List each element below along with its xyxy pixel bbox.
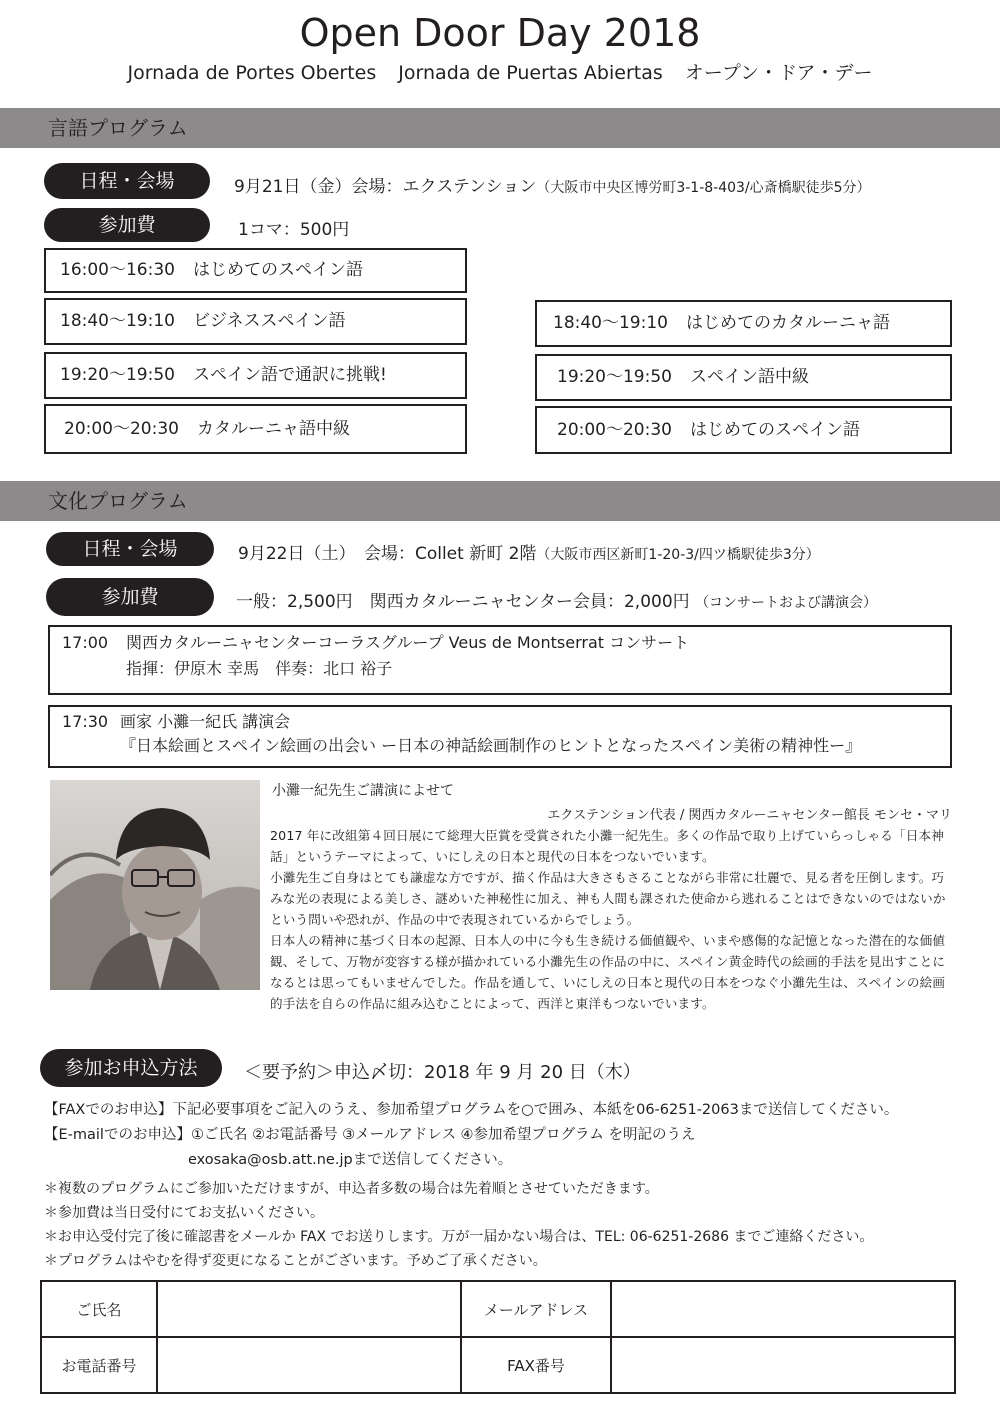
email-label: メールアドレス xyxy=(461,1281,611,1337)
class-time: 18:40～19:10 xyxy=(60,311,175,331)
note-item: ＊複数のプログラムにご参加いただけますが、申込者多数の場合は先着順とさせていただきます。 xyxy=(44,1181,659,1197)
subtitle-catalan: Jornada de Portes Obertes xyxy=(127,62,377,84)
culture-fee-label: 参加費 xyxy=(46,578,214,616)
form-row xyxy=(41,1337,955,1393)
class-title: はじめてのスペイン語 xyxy=(689,420,860,440)
lang-class-box xyxy=(44,248,467,293)
name-label: ご氏名 xyxy=(41,1281,157,1337)
name-field[interactable] xyxy=(157,1281,461,1337)
form-row xyxy=(41,1281,955,1337)
culture-fee-note: （コンサートおよび講演会） xyxy=(695,595,878,611)
culture-schedule-note: （大阪市西区新町1-20-3/四ツ橋駅徒歩3分） xyxy=(536,547,820,563)
essay-author: エクステンション代表 / 関西カタルーニャセンター館長 モンセ・マリ xyxy=(547,808,952,823)
lang-class-box xyxy=(44,298,467,345)
email-address[interactable]: exosaka@osb.att.ne.jpまで送信してください。 xyxy=(188,1152,513,1168)
event-line2: 『日本絵画とスペイン絵画の出会い ー日本の神話絵画制作のヒントとなったスペイン美術の精神性ー』 xyxy=(120,736,862,755)
lang-schedule-info xyxy=(234,172,871,197)
culture-schedule-text: 9月22日（土） 会場：Collet 新町 2階 xyxy=(238,544,537,564)
phone-label: お電話番号 xyxy=(41,1337,157,1393)
lang-class-box xyxy=(535,300,952,347)
page-title: Open Door Day 2018 xyxy=(299,11,701,55)
class-time: 16:00～16:30 xyxy=(60,260,175,280)
fax-label: FAX番号 xyxy=(461,1337,611,1393)
event-line1: 画家 小灘一紀氏 講演会 xyxy=(120,712,291,731)
essay-paragraph: 小灘先生ご自身はとても謙虚な方ですが、描く作品は大きさもさることながら非常に壮麗で、見る者を圧倒します。巧みな光の表現による美しさ、謎めいた神秘性に加え、神も人間も課された使命から逃れることはできないのではないかという問いや恐れが、作品の中で表現されているからでしょう。 xyxy=(270,870,946,927)
class-time: 20:00～20:30 xyxy=(64,419,179,439)
email-field[interactable] xyxy=(611,1281,955,1337)
class-time: 19:20～19:50 xyxy=(60,365,175,385)
culture-schedule-info xyxy=(238,539,820,564)
lang-class-box xyxy=(535,354,952,401)
application-form xyxy=(40,1280,956,1394)
class-title: はじめてのスペイン語 xyxy=(192,260,363,280)
application-deadline: ＜要予約＞申込〆切：2018 年 9 月 20 日（木） xyxy=(244,1062,641,1083)
note-item: ＊お申込受付完了後に確認書をメールか FAX でお送りします。万が一届かない場合は、TEL: 06-6251-2686 までご連絡ください。 xyxy=(44,1229,874,1245)
phone-field[interactable] xyxy=(157,1337,461,1393)
culture-schedule-label: 日程・会場 xyxy=(46,532,214,566)
note-item: ＊参加費は当日受付にてお支払いください。 xyxy=(44,1205,324,1221)
class-title: ビジネススペイン語 xyxy=(192,311,346,331)
culture-event-box xyxy=(48,705,952,768)
essay-body xyxy=(270,825,956,1014)
note-item: ＊プログラムはやむを得ず変更になることがございます。予めご了承ください。 xyxy=(44,1253,547,1269)
application-label: 参加お申込方法 xyxy=(40,1049,222,1087)
lang-class-box xyxy=(44,404,467,454)
class-title: はじめてのカタルーニャ語 xyxy=(685,313,890,333)
language-program-heading: 言語プログラム xyxy=(48,116,188,140)
lang-schedule-text: 9月21日（金）会場：エクステンション xyxy=(234,177,537,197)
lang-class-box xyxy=(535,406,952,454)
class-title: スペイン語中級 xyxy=(689,367,809,387)
fax-field[interactable] xyxy=(611,1337,955,1393)
email-instructions: 【E-mailでのお申込】①ご氏名 ②お電話番号 ③メールアドレス ④参加希望プログラム を明記のうえ xyxy=(44,1127,696,1143)
culture-program-heading: 文化プログラム xyxy=(48,489,188,513)
essay-title: 小灘一紀先生ご講演によせて xyxy=(272,783,454,799)
lang-schedule-label: 日程・会場 xyxy=(44,163,210,199)
subtitle-spanish: Jornada de Puertas Abiertas xyxy=(398,62,663,84)
event-time: 17:00 xyxy=(62,633,109,652)
lang-class-box xyxy=(44,352,467,399)
essay-paragraph: 2017 年に改組第４回日展にて総理大臣賞を受賞された小灘一紀先生。多くの作品で取り上げていらっしゃる「日本神話」というテーマによって、いにしえの日本と現代の日本をつないでいます。 xyxy=(270,828,944,864)
fax-instructions: 【FAXでのお申込】下記必要事項をご記入のうえ、参加希望プログラムを○で囲み、本紙を06-6251-2063まで送信してください。 xyxy=(44,1102,899,1118)
culture-event-box xyxy=(48,625,952,695)
essay-paragraph: 日本人の精神に基づく日本の起源、日本人の中に今も生き続ける価値観や、いまや感傷的な記憶となった潜在的な価値観、そして、万物が変容する様が描かれている小灘先生の作品の中に、スペイン黄金時代の絵画的手法を見出すことになるとは思ってもいませんでした。作品を通して、いにしえの日本と現代の日本をつなぐ小灘先生は、スペインの絵画的手法を自らの作品に組み込むことによって、西洋と東洋もつないでいます。 xyxy=(270,933,946,1011)
class-title: カタルーニャ語中級 xyxy=(196,419,350,439)
culture-fee-text: 一般：2,500円 関西カタルーニャセンター会員：2,000円 xyxy=(236,592,690,612)
lang-fee-label: 参加費 xyxy=(44,208,210,242)
lang-fee-text: 1コマ：500円 xyxy=(238,220,350,240)
lang-schedule-note: （大阪市中央区博労町3-1-8-403/心斎橋駅徒歩5分） xyxy=(536,180,871,196)
event-time: 17:30 xyxy=(62,712,109,731)
class-title: スペイン語で通訳に挑戦! xyxy=(192,365,387,385)
class-time: 19:20～19:50 xyxy=(557,367,672,387)
class-time: 18:40～19:10 xyxy=(553,313,668,333)
artist-portrait-photo xyxy=(50,780,260,990)
page-subtitle xyxy=(0,60,1000,86)
class-time: 20:00～20:30 xyxy=(557,420,672,440)
event-line1: 関西カタルーニャセンターコーラスグループ Veus de Montserrat コンサート xyxy=(126,633,690,652)
culture-fee-info xyxy=(236,587,877,612)
event-line2: 指揮：伊原木 幸馬 伴奏：北口 裕子 xyxy=(126,659,393,678)
subtitle-japanese: オープン・ドア・デー xyxy=(684,62,873,84)
